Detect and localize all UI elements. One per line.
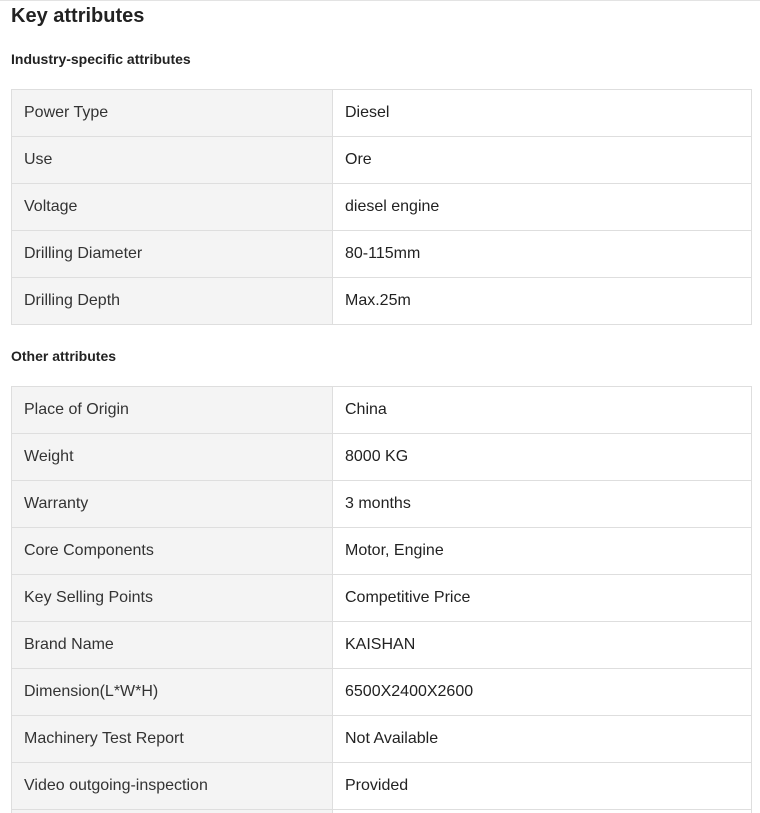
section-title: Key attributes (11, 5, 145, 27)
attribute-name: Video outgoing-inspection (12, 763, 333, 810)
table-row (12, 575, 752, 622)
table-row (12, 184, 752, 231)
attribute-name: Warranty (12, 481, 333, 528)
table-row (12, 137, 752, 184)
attribute-name: Machinery Test Report (12, 716, 333, 763)
table-row (12, 278, 752, 325)
other-attributes-table (11, 386, 752, 813)
attribute-value: 3 months (333, 481, 752, 528)
attribute-name: Power Type (12, 90, 333, 137)
attribute-name: Use (12, 137, 333, 184)
attribute-value: Provided (333, 763, 752, 810)
attribute-value: Competitive Price (333, 575, 752, 622)
attribute-value: Ore (333, 137, 752, 184)
attribute-name: Brand Name (12, 622, 333, 669)
attribute-name: Voltage (12, 184, 333, 231)
table-row (12, 90, 752, 137)
table-row (12, 481, 752, 528)
attribute-name (12, 810, 333, 813)
attribute-value: Diesel (333, 90, 752, 137)
industry-attributes-table (11, 89, 752, 325)
attribute-name: Drilling Diameter (12, 231, 333, 278)
attribute-name: Key Selling Points (12, 575, 333, 622)
attribute-name: Core Components (12, 528, 333, 575)
table-row (12, 763, 752, 810)
attribute-name: Weight (12, 434, 333, 481)
attribute-name: Drilling Depth (12, 278, 333, 325)
table-row (12, 669, 752, 716)
attribute-value: 6500X2400X2600 (333, 669, 752, 716)
table-row (12, 622, 752, 669)
industry-attributes-label: Industry-specific attributes (11, 51, 191, 67)
attribute-value: 8000 KG (333, 434, 752, 481)
attribute-value: China (333, 387, 752, 434)
table-row (12, 810, 752, 813)
attribute-name: Place of Origin (12, 387, 333, 434)
attribute-value: diesel engine (333, 184, 752, 231)
top-divider (0, 0, 760, 1)
attribute-name: Dimension(L*W*H) (12, 669, 333, 716)
table-row (12, 231, 752, 278)
attribute-value: Motor, Engine (333, 528, 752, 575)
attribute-value: Max.25m (333, 278, 752, 325)
attribute-value: 80-115mm (333, 231, 752, 278)
other-attributes-label: Other attributes (11, 348, 117, 364)
table-row (12, 716, 752, 763)
table-row (12, 434, 752, 481)
attribute-value (333, 810, 752, 813)
attribute-value: Not Available (333, 716, 752, 763)
table-row (12, 387, 752, 434)
table-row (12, 528, 752, 575)
attribute-value: KAISHAN (333, 622, 752, 669)
